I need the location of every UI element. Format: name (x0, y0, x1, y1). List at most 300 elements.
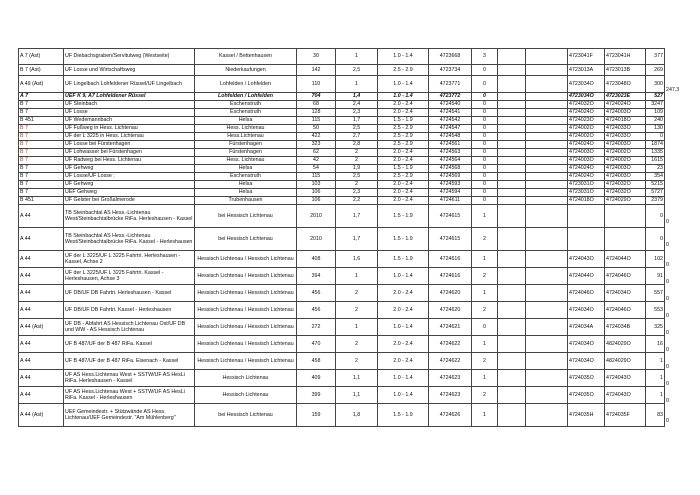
length-cell: 115 (297, 117, 336, 125)
length-cell: 272 (297, 319, 336, 336)
structure-id-cell: 4724568 (429, 165, 472, 173)
node-to-cell: 4724033O (605, 133, 646, 141)
node-from-cell: 4724044O (568, 268, 605, 285)
table-row (19, 125, 665, 133)
table-row (19, 76, 665, 93)
part-number-cell: 0 (472, 157, 498, 165)
location-cell: Kassel / Bettenhausen (195, 49, 297, 65)
length-cell: 54 (297, 165, 336, 173)
empty-cell (526, 228, 568, 251)
extra-value: 0 (666, 262, 669, 269)
table-row (19, 141, 665, 149)
location-cell: Helsa (195, 181, 297, 189)
table-row (19, 65, 665, 76)
empty-cell (498, 141, 526, 149)
table-row (19, 302, 665, 319)
location-cell: Lohfelden / Lohfelden (195, 76, 297, 93)
grade-cell: 2,7 (336, 133, 378, 141)
structure-name-cell: UF der L 3225/UF L 3225 Fahrtri. Kassel - Herleshausen, Achse 3 (64, 268, 195, 285)
table-row (19, 157, 665, 165)
road-cell: A 44 (19, 387, 64, 404)
grade-cell: 1,4 (336, 93, 378, 101)
location-cell: Hessisch Lichtenau / Hessisch Lichtenau (195, 336, 297, 353)
length-cell: 456 (297, 285, 336, 302)
node-from-cell: 4724024O (568, 173, 605, 181)
empty-cell (498, 404, 526, 427)
road-cell: A 44 (Ast) (19, 319, 64, 336)
structure-name-cell: UF Diebachsgraben/Servitutweg (Westseite) (64, 49, 195, 65)
station-cell (646, 189, 665, 197)
structure-name-cell: TB Steinbachtal AS Hess.-Lichtenau West/Steinbachtalbrücke RiFa. Kassel - Herleshausen (64, 228, 195, 251)
node-to-cell: 4724044O (605, 251, 646, 268)
grade-cell: 2,5 (336, 65, 378, 76)
structure-id-cell: 4724564 (429, 157, 472, 165)
road-cell: B 7 (19, 189, 64, 197)
grade-cell: 1 (336, 319, 378, 336)
empty-cell (526, 125, 568, 133)
empty-cell (498, 285, 526, 302)
grade-range-cell: 2.0 - 2.4 (378, 157, 429, 165)
node-to-cell: 4724002O (605, 149, 646, 157)
location-cell: Hessisch Lichtenau / Hessisch Lichtenau (195, 268, 297, 285)
grade-cell: 2 (336, 181, 378, 189)
table-row (19, 370, 665, 387)
grade-range-cell: 1.5 - 1.9 (378, 228, 429, 251)
node-to-cell: 4723013B (605, 65, 646, 76)
empty-cell (498, 149, 526, 157)
road-cell: B 7 (19, 149, 64, 157)
grade-cell: 1,7 (336, 205, 378, 228)
location-cell: Hessisch Lichtenau (195, 370, 297, 387)
structure-id-cell: 4724541 (429, 109, 472, 117)
node-from-cell (568, 228, 605, 251)
node-from-cell: 4724035O (568, 370, 605, 387)
structure-name-cell: UF AS Hess.Lichtenau West + SSTW/UF AS HesLi RiFa. Herleshausen - Kassel (64, 370, 195, 387)
road-cell: A 49 (Ast) (19, 76, 64, 93)
station-value: 0 (660, 235, 663, 242)
empty-cell (526, 205, 568, 228)
structure-name-cell: UF Losse/UF Losse ; (64, 173, 195, 181)
part-number-cell: 3 (472, 49, 498, 65)
station-cell (646, 319, 669, 337)
node-from-cell: 4724043O (568, 251, 605, 268)
table-row (19, 109, 665, 117)
table-row (19, 251, 665, 268)
node-to-cell: 4724046O (605, 302, 646, 319)
empty-cell (498, 181, 526, 189)
empty-cell (498, 49, 526, 65)
station-cell (646, 353, 669, 371)
node-to-cell (605, 228, 646, 251)
table-row (19, 404, 665, 427)
station-value: 91 (657, 272, 663, 279)
station-value: 2379 (651, 197, 663, 204)
node-to-cell: 4723023E (605, 93, 646, 101)
structure-name-cell: UF B 487/UF der B 487 RiFa. Eisenach - Kassel (64, 353, 195, 370)
extra-value: 247,3 (666, 87, 680, 94)
length-cell: 103 (297, 181, 336, 189)
node-from-cell: 4724035O (568, 387, 605, 404)
part-number-cell: 1 (472, 336, 498, 353)
length-cell: 30 (297, 49, 336, 65)
node-from-cell: 4723034O (568, 93, 605, 101)
structure-id-cell: 4723668 (429, 49, 472, 65)
structure-id-cell: 4724540 (429, 101, 472, 109)
table-row (19, 336, 665, 353)
road-cell: A 44 (19, 205, 64, 228)
location-cell: Helsa (195, 165, 297, 173)
table-row (19, 205, 665, 228)
table-row (19, 268, 665, 285)
structure-name-cell: UF Losse und Wirtschaftsweg (64, 65, 195, 76)
station-value: 269 (654, 66, 663, 73)
part-number-cell: 0 (472, 117, 498, 125)
station-cell (646, 387, 669, 405)
station-value: 1615 (651, 157, 663, 164)
location-cell: Hess. Lichtenau (195, 125, 297, 133)
structure-id-cell: 4724548 (429, 133, 472, 141)
empty-cell (526, 189, 568, 197)
empty-cell (526, 404, 568, 427)
road-cell: A 44 (19, 336, 64, 353)
empty-cell (526, 302, 568, 319)
road-cell: B 7 (19, 101, 64, 109)
station-value: 325 (654, 323, 663, 330)
part-number-cell: 2 (472, 228, 498, 251)
extra-value: 0 (666, 398, 669, 405)
station-value: 0 (660, 133, 663, 140)
empty-cell (526, 319, 568, 336)
structure-name-cell: UF Radweg bei Hess. Lichtenau (64, 157, 195, 165)
node-to-cell: 4724024O (605, 101, 646, 109)
structure-name-cell: UF Lohwasser bei Fürstenhagen (64, 149, 195, 157)
part-number-cell: 1 (472, 205, 498, 228)
station-value: 16 (657, 340, 663, 347)
road-cell: A 44 (19, 285, 64, 302)
structure-name-cell: UF Gelster bei Großalmerode (64, 197, 195, 205)
road-cell: A 44 (Ast) (19, 404, 64, 427)
node-to-cell: 4724033O (605, 125, 646, 133)
grade-cell: 2 (336, 157, 378, 165)
length-cell: 394 (297, 268, 336, 285)
extra-value: 0 (666, 279, 669, 286)
location-cell: Hess.Lichtenau (195, 133, 297, 141)
empty-cell (498, 133, 526, 141)
part-number-cell: 0 (472, 149, 498, 157)
road-cell: B 7 (19, 165, 64, 173)
structure-name-cell: UF Losse (64, 109, 195, 117)
table-row (19, 173, 665, 181)
empty-cell (498, 165, 526, 173)
part-number-cell: 0 (472, 76, 498, 93)
grade-range-cell: 2.0 - 2.4 (378, 189, 429, 197)
road-cell: B 451 (19, 117, 64, 125)
table-row (19, 228, 665, 251)
node-from-cell: 4723041F (568, 49, 605, 65)
empty-cell (498, 228, 526, 251)
grade-cell: 2 (336, 353, 378, 370)
node-from-cell: 4724032O (568, 101, 605, 109)
empty-cell (526, 268, 568, 285)
station-value: 1 (660, 357, 663, 364)
station-cell (646, 49, 665, 65)
grade-range-cell: 2.0 - 2.4 (378, 302, 429, 319)
node-to-cell: 4724003O (605, 173, 646, 181)
structure-id-cell: 4724616 (429, 251, 472, 268)
structure-id-cell: 4724561 (429, 141, 472, 149)
empty-cell (526, 93, 568, 101)
location-cell: Helsa (195, 117, 297, 125)
bridge-table (18, 48, 680, 427)
location-cell: bei Hessisch Lichtenau (195, 205, 297, 228)
empty-cell (498, 173, 526, 181)
node-to-cell: 4724032O (605, 189, 646, 197)
part-number-cell: 0 (472, 109, 498, 117)
node-from-cell: 4724034A (568, 319, 605, 336)
structure-name-cell: UF AS Hess.Lichtenau West + SSTW/UF AS HesLi RiFa. Kassel - Herleshausen (64, 387, 195, 404)
structure-id-cell: 4724621 (429, 319, 472, 336)
length-cell: 110 (297, 76, 336, 93)
length-cell: 142 (297, 65, 336, 76)
length-cell: 456 (297, 302, 336, 319)
part-number-cell: 1 (472, 404, 498, 427)
part-number-cell: 0 (472, 125, 498, 133)
station-cell (646, 205, 669, 228)
station-cell (646, 181, 665, 189)
structure-name-cell: UEF Gemeindestr. + Stützwände AS Hess. Lichtenau/UEF Gemeindestr. "Am Mühlenberg" (64, 404, 195, 427)
station-cell (646, 336, 669, 354)
table-row (19, 149, 665, 157)
node-from-cell: 4724034O (568, 336, 605, 353)
part-number-cell: 2 (472, 387, 498, 404)
station-value: 130 (654, 125, 663, 132)
station-cell (646, 370, 669, 388)
node-from-cell: 4724024O (568, 141, 605, 149)
structure-id-cell: 4723772 (429, 93, 472, 101)
node-from-cell: 4724023O (568, 117, 605, 125)
empty-cell (526, 109, 568, 117)
empty-cell (498, 117, 526, 125)
part-number-cell: 0 (472, 319, 498, 336)
station-cell (646, 101, 665, 109)
road-cell: B 451 (19, 197, 64, 205)
structure-name-cell: UF Gehweg (64, 165, 195, 173)
node-from-cell: 4723013A (568, 65, 605, 76)
road-cell: A 44 (19, 268, 64, 285)
part-number-cell: 1 (472, 251, 498, 268)
station-cell (646, 65, 665, 76)
table-row (19, 117, 665, 125)
structure-name-cell: TB Steinbachtal AS Hess.-Lichtenau West/Steinbachtalbrücke RiFa. Herleshausen - Kassel (64, 205, 195, 228)
location-cell: Hessisch Lichtenau / Hessisch Lichtenau (195, 319, 297, 336)
empty-cell (526, 336, 568, 353)
empty-cell (498, 336, 526, 353)
node-from-cell: 4723031O (568, 181, 605, 189)
empty-cell (498, 93, 526, 101)
structure-name-cell: UF der L 3225/UF L 3225 Fahrtri. Herleshausen - Kassel, Achse 2 (64, 251, 195, 268)
node-from-cell: 4724002O (568, 125, 605, 133)
node-from-cell: 4724003O (568, 149, 605, 157)
grade-range-cell: 1.0 - 1.4 (378, 370, 429, 387)
station-value: 102 (654, 255, 663, 262)
part-number-cell: 0 (472, 141, 498, 149)
length-cell: 42 (297, 157, 336, 165)
part-number-cell: 0 (472, 189, 498, 197)
part-number-cell: 1 (472, 285, 498, 302)
location-cell: Trubenhausen (195, 197, 297, 205)
empty-cell (526, 101, 568, 109)
structure-name-cell: UF Gehweg (64, 181, 195, 189)
station-value: 377 (654, 53, 663, 60)
grade-range-cell: 2.5 - 2.9 (378, 125, 429, 133)
grade-cell: 2 (336, 149, 378, 157)
part-number-cell: 0 (472, 101, 498, 109)
node-from-cell: 4724024O (568, 109, 605, 117)
length-cell: 115 (297, 173, 336, 181)
grade-range-cell: 2.0 - 2.4 (378, 109, 429, 117)
length-cell: 458 (297, 353, 336, 370)
node-from-cell: 4724034O (568, 302, 605, 319)
station-value: 109 (654, 109, 663, 116)
table-row (19, 285, 665, 302)
grade-cell: 2,5 (336, 125, 378, 133)
part-number-cell: 0 (472, 65, 498, 76)
location-cell: Eschenstruth (195, 173, 297, 181)
station-value: 1335 (651, 149, 663, 156)
structure-name-cell: UF der L 3225 in Hess. Lichtenau (64, 133, 195, 141)
grade-range-cell: 2.5 - 2.9 (378, 141, 429, 149)
station-cell (646, 197, 665, 205)
location-cell: Hessisch Lichtenau / Hessisch Lichtenau (195, 353, 297, 370)
node-to-cell: 4724032O (605, 181, 646, 189)
table-row (19, 353, 665, 370)
node-to-cell: 4724003O (605, 165, 646, 173)
grade-cell: 2,3 (336, 189, 378, 197)
road-cell: B 7 (19, 181, 64, 189)
empty-cell (526, 157, 568, 165)
length-cell: 2010 (297, 205, 336, 228)
structure-id-cell: 4724622 (429, 353, 472, 370)
grade-range-cell: 2.0 - 2.4 (378, 197, 429, 205)
length-cell: 470 (297, 336, 336, 353)
grade-cell: 1,9 (336, 165, 378, 173)
station-value: 1874 (651, 141, 663, 148)
grade-range-cell: 2.0 - 2.4 (378, 101, 429, 109)
location-cell: Eschenstruth (195, 101, 297, 109)
bridge-data-sheet (18, 48, 680, 427)
empty-cell (526, 197, 568, 205)
empty-cell (526, 117, 568, 125)
empty-cell (526, 165, 568, 173)
station-cell (646, 149, 665, 157)
node-to-cell: 4724034B (605, 319, 646, 336)
empty-cell (498, 189, 526, 197)
location-cell: Hessisch Lichtenau / Hessisch Lichtenau (195, 285, 297, 302)
empty-cell (498, 387, 526, 404)
table-row (19, 165, 665, 173)
length-cell: 2010 (297, 228, 336, 251)
grade-cell: 1,7 (336, 117, 378, 125)
node-from-cell: 4724034O (568, 353, 605, 370)
extra-value: 0 (666, 313, 669, 320)
structure-name-cell: UF Wedemannbach (64, 117, 195, 125)
location-cell: Lohfelden / Lohfelden (195, 93, 297, 101)
location-cell: Hessisch Lichtenau / Hessisch Lichtenau (195, 251, 297, 268)
node-to-cell: 4724043O (605, 387, 646, 404)
length-cell: 128 (297, 109, 336, 117)
grade-range-cell: 1.5 - 1.9 (378, 117, 429, 125)
structure-id-cell: 4724623 (429, 370, 472, 387)
node-from-cell: 4724002O (568, 133, 605, 141)
road-cell: A 44 (19, 228, 64, 251)
empty-cell (526, 173, 568, 181)
length-cell: 68 (297, 101, 336, 109)
empty-cell (498, 125, 526, 133)
station-cell (646, 268, 669, 286)
node-to-cell: 4724035F (605, 404, 646, 427)
node-to-cell: 4724029O (605, 197, 646, 205)
length-cell: 422 (297, 133, 336, 141)
node-from-cell: 4724003O (568, 157, 605, 165)
station-cell (646, 157, 665, 165)
length-cell: 408 (297, 251, 336, 268)
road-cell: A 7 (19, 93, 64, 101)
road-cell: B 7 (Ast) (19, 65, 64, 76)
grade-range-cell: 1.5 - 1.9 (378, 251, 429, 268)
empty-cell (526, 387, 568, 404)
length-cell: 323 (297, 141, 336, 149)
empty-cell (498, 109, 526, 117)
table-body (19, 49, 680, 427)
empty-cell (526, 251, 568, 268)
table-row (19, 197, 665, 205)
station-value: 553 (654, 306, 663, 313)
extra-value: 0 (666, 330, 669, 337)
empty-cell (498, 268, 526, 285)
road-cell: A 7 (Ast) (19, 49, 64, 65)
station-value: 1 (660, 374, 663, 381)
grade-range-cell: 1.0 - 1.4 (378, 93, 429, 101)
empty-cell (526, 353, 568, 370)
station-cell (646, 93, 665, 101)
grade-range-cell: 2.5 - 2.9 (378, 133, 429, 141)
grade-range-cell: 2.5 - 2.9 (378, 173, 429, 181)
empty-cell (498, 157, 526, 165)
grade-cell: 1,6 (336, 251, 378, 268)
grade-cell: 2,3 (336, 109, 378, 117)
node-to-cell: 4724003O (605, 141, 646, 149)
station-value: 354 (654, 173, 663, 180)
extra-value: 0 (666, 219, 669, 226)
structure-name-cell: UF DB/UF DB Fahrtri. Kassel - Herleshausen (64, 302, 195, 319)
part-number-cell: 0 (472, 173, 498, 181)
road-cell: B 7 (19, 109, 64, 117)
empty-cell (498, 319, 526, 336)
length-cell: 106 (297, 197, 336, 205)
road-cell: A 44 (19, 251, 64, 268)
grade-cell: 2,5 (336, 173, 378, 181)
grade-cell: 1,1 (336, 387, 378, 404)
grade-cell: 2,8 (336, 141, 378, 149)
length-cell: 159 (297, 404, 336, 427)
empty-cell (498, 205, 526, 228)
grade-range-cell: 2.0 - 2.4 (378, 285, 429, 302)
part-number-cell: 0 (472, 133, 498, 141)
grade-range-cell: 2.0 - 2.4 (378, 353, 429, 370)
grade-range-cell: 2.0 - 2.4 (378, 336, 429, 353)
grade-cell: 1,1 (336, 370, 378, 387)
empty-cell (526, 76, 568, 93)
